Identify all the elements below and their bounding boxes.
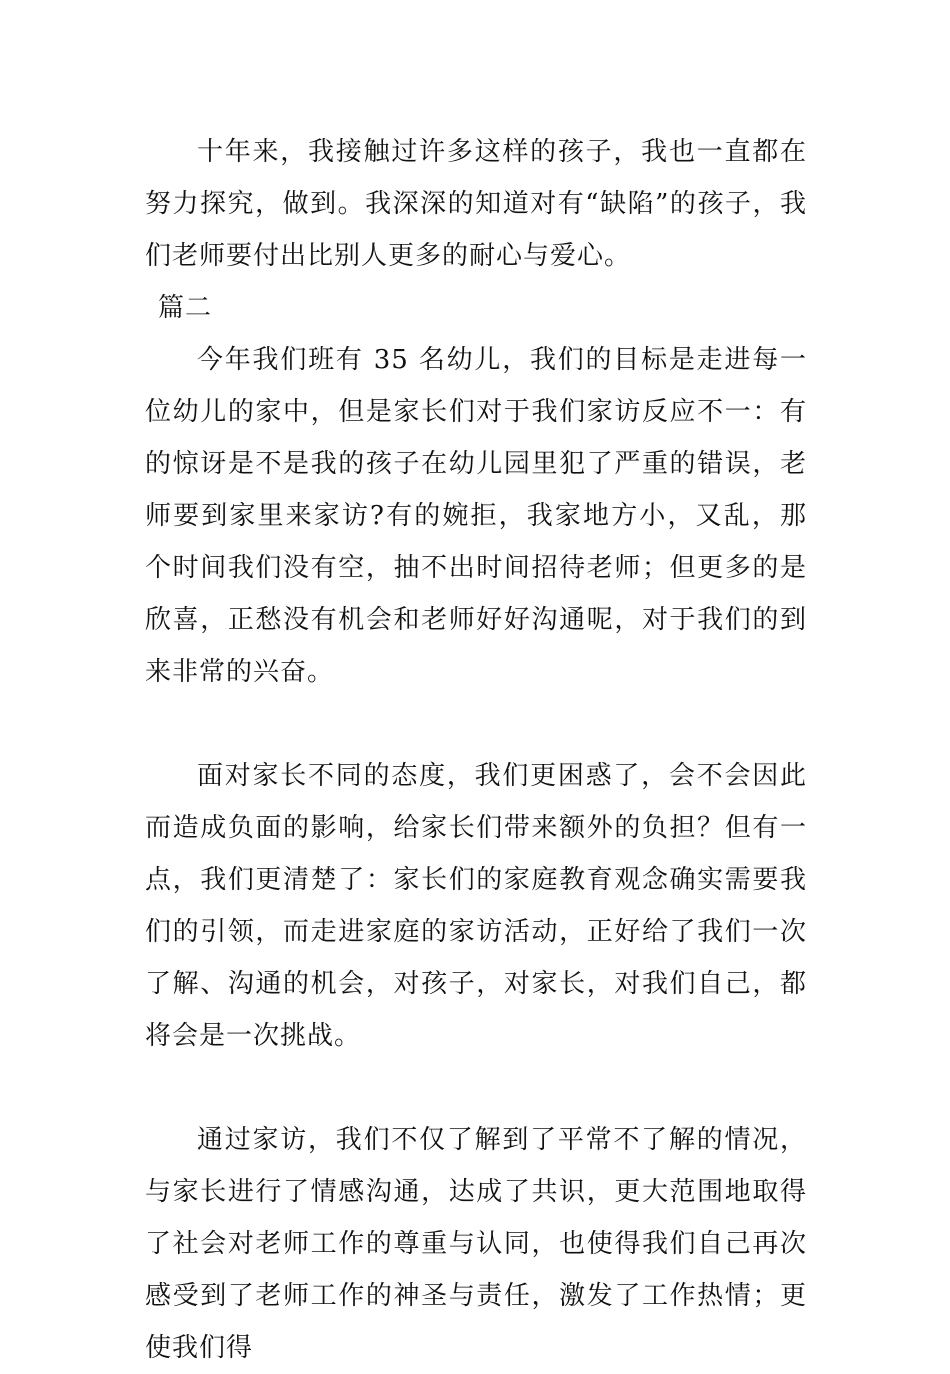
- paragraph-3: 面对家长不同的态度，我们更困惑了，会不会因此而造成负面的影响，给家长们带来额外的负担？但有一点，我们更清楚了：家长们的家庭教育观念确实需要我们的引领，而走进家庭的家访活动，正好给了我们一次了解、沟通的机会，对孩子，对家长，对我们自己，都将会是一次挑战。: [145, 761, 807, 1051]
- paragraph-1: 十年来，我接触过许多这样的孩子，我也一直都在努力探究，做到。我深深的知道对有“缺陷”的孩子，我们老师要付出比别人更多的耐心与爱心。: [145, 137, 807, 271]
- paragraph-2: 今年我们班有 35 名幼儿，我们的目标是走进每一位幼儿的家中，但是家长们对于我们家访反应不一：有的惊讶是不是我的孩子在幼儿园里犯了严重的错误，老师要到家里来家访?有的婉拒，我家地方小，又乱，那个时间我们没有空，抽不出时间招待老师；但更多的是欣喜，正愁没有机会和老师好好沟通呢，对于我们的到来非常的兴奋。: [145, 345, 807, 687]
- document-body: [145, 126, 807, 1374]
- paragraph-4: 通过家访，我们不仅了解到了平常不了解的情况，与家长进行了情感沟通，达成了共识，更大范围地取得了社会对老师工作的尊重与认同，也使得我们自己再次感受到了老师工作的神圣与责任，激发了工作热情；更使我们得: [145, 1125, 807, 1363]
- paragraph-spacer: [145, 698, 807, 750]
- section-heading: 篇二: [158, 293, 213, 323]
- paragraph-spacer: [145, 1062, 807, 1114]
